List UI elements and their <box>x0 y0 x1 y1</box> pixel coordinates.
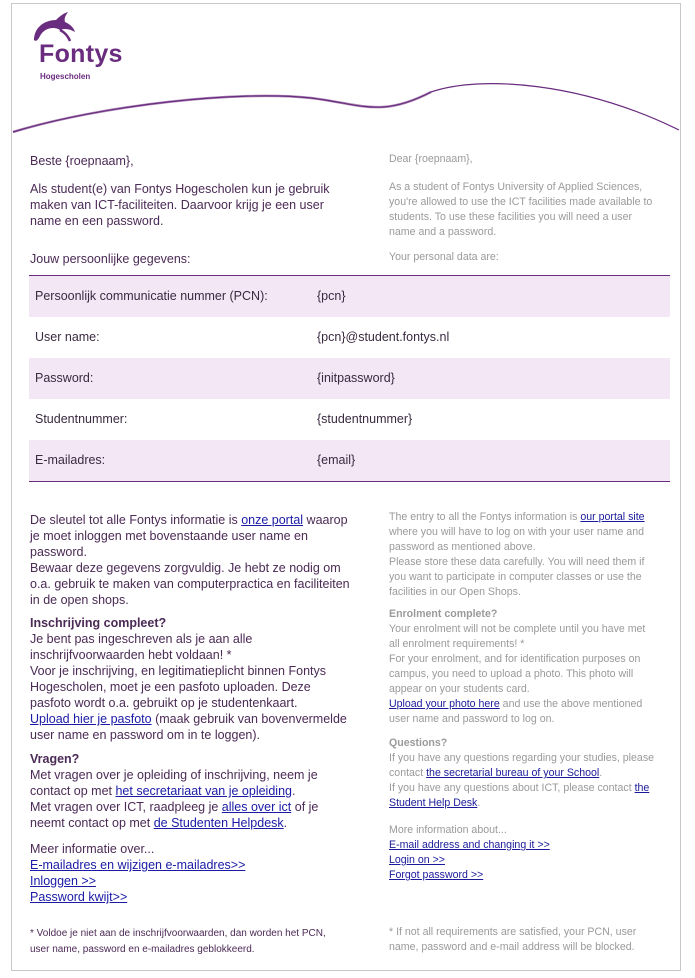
en-intro-line: name and a password. <box>389 226 497 238</box>
nl-portal-line: je moet inloggen met bovenstaande user name en <box>30 529 308 543</box>
en-footnote-line: * If not all requirements are satisfied, your PCN, user <box>389 926 637 938</box>
table-row <box>29 276 670 317</box>
nl-questions-text: . <box>283 816 288 830</box>
nl-questions-heading: Vragen? <box>30 752 80 766</box>
nl-questions-text: neemt contact op met <box>30 816 154 830</box>
portal-site-link[interactable]: our portal site <box>580 511 645 523</box>
upload-photo-link[interactable]: Upload hier je pasfoto <box>30 712 152 726</box>
en-portal-line: where you will have to log on with your user name and <box>389 526 644 538</box>
nl-questions-text: Met vragen over ICT, raadpleeg je <box>30 800 222 814</box>
nl-enrolment-text: (maak gebruik van bovenvermelde <box>151 712 347 726</box>
nl-enrolment-section <box>30 615 370 743</box>
nl-portal-line: Bewaar deze gegevens zorgvuldig. Je hebt ze nodig om <box>30 561 341 575</box>
en-questions-section <box>389 736 674 811</box>
en-portal-text: The entry to all the Fontys information is <box>389 511 581 523</box>
nl-enrolment-line: user name en password om in te loggen). <box>30 728 260 742</box>
en-enrolment-line: campus, you need to upload a photo. This photo will <box>389 668 634 680</box>
en-enrolment-line: For your enrolment, and for identification purposes on <box>389 653 641 665</box>
row-value: {pcn} <box>317 289 346 303</box>
header-swoosh <box>11 70 681 140</box>
row-label: Password: <box>35 371 94 385</box>
en-portal-section <box>389 510 674 600</box>
en-greeting: Dear {roepnaam}, <box>389 153 473 165</box>
nl-enrolment-line: Voor je inschrijving, en legitimatieplicht binnen Fontys <box>30 664 326 678</box>
nl-portal-line: password. <box>30 545 87 559</box>
nl-intro-line: name en een password. <box>30 214 164 228</box>
logo-wordmark: Fontys <box>39 40 123 68</box>
table-row <box>29 317 670 358</box>
nl-greeting: Beste {roepnaam}, <box>30 154 134 168</box>
login-link[interactable]: Login on >> <box>389 854 445 866</box>
nl-intro <box>30 181 329 229</box>
login-info-link[interactable]: Inloggen >> <box>30 874 97 888</box>
helpdesk-link[interactable]: de Studenten Helpdesk <box>153 816 284 830</box>
en-more-info-section <box>389 823 674 883</box>
en-portal-line: facilities in our Open Shops. <box>389 586 521 598</box>
en-portal-line: password as mentioned above. <box>389 541 536 553</box>
nl-portal-text: waarop <box>303 513 348 527</box>
en-questions-text: If you have any questions about ICT, please contact <box>389 782 635 794</box>
password-lost-link[interactable]: Password kwijt>> <box>30 890 128 904</box>
en-questions-line: If you have any questions regarding your studies, please <box>389 752 655 764</box>
secretarial-bureau-link[interactable]: the secretarial bureau of your School <box>426 767 600 779</box>
en-enrolment-heading: Enrolment complete? <box>389 608 498 620</box>
en-enrolment-line: user name and password to log on. <box>389 713 555 725</box>
en-enrolment-line: all enrolment requirements! * <box>389 638 525 650</box>
nl-questions-text: . <box>291 784 296 798</box>
nl-portal-line: in de open shops. <box>30 593 129 607</box>
forgot-password-link[interactable]: Forgot password >> <box>389 869 484 881</box>
nl-questions-text: of je <box>291 800 319 814</box>
nl-footnote <box>30 926 326 958</box>
nl-questions-section <box>30 751 370 831</box>
en-enrolment-line: Your enrolment will not be complete until you have met <box>389 623 646 635</box>
en-enrolment-line: appear on your students card. <box>389 683 530 695</box>
en-questions-text: . <box>477 797 481 809</box>
row-label: Studentnummer: <box>35 412 128 426</box>
row-label: Persoonlijk communicatie nummer (PCN): <box>35 289 268 303</box>
en-questions-heading: Questions? <box>389 737 448 749</box>
en-enrolment-section <box>389 607 674 727</box>
nl-intro-line: Als student(e) van Fontys Hogescholen kun je gebruik <box>30 182 330 196</box>
nl-more-info-heading: Meer informatie over... <box>30 842 155 856</box>
nl-enrolment-line: inschrijfvoorwaarden hebt voldaan! * <box>30 648 232 662</box>
table-row <box>29 358 670 399</box>
student-help-desk-link[interactable]: Student Help Desk <box>389 797 478 809</box>
en-more-info-heading: More information about... <box>389 824 507 836</box>
en-intro-line: As a student of Fontys University of Applied Sciences, <box>389 181 643 193</box>
portal-link[interactable]: onze portal <box>241 513 304 527</box>
en-footnote-line: name, password and e-mail address will be blocked. <box>389 941 635 953</box>
nl-portal-section <box>30 512 370 608</box>
nl-more-info-section <box>30 841 370 905</box>
en-portal-line: Please store these data carefully. You will need them if <box>389 556 645 568</box>
en-enrolment-text: and use the above mentioned <box>499 698 643 710</box>
table-row <box>29 399 670 440</box>
nl-footnote-line: * Voldoe je niet aan de inschrijfvoorwaarden, dan worden het PCN, <box>30 928 326 939</box>
nl-enrolment-line: Je bent pas ingeschreven als je aan alle <box>30 632 253 646</box>
en-questions-text: . <box>599 767 603 779</box>
ict-info-link[interactable]: alles over ict <box>221 800 292 814</box>
email-info-link[interactable]: E-mailadres en wijzigen e-mailadres>> <box>30 858 246 872</box>
row-value: {pcn}@student.fontys.nl <box>317 330 450 344</box>
email-address-link[interactable]: E-mail address and changing it >> <box>389 839 550 851</box>
en-footnote <box>389 925 674 955</box>
nl-enrolment-heading: Inschrijving compleet? <box>30 616 167 630</box>
nl-enrolment-line: pasfoto wordt o.a. gebruikt op je studentenkaart. <box>30 696 298 710</box>
nl-questions-text: contact op met <box>30 784 116 798</box>
logo-subtitle: Hogescholen <box>40 72 91 81</box>
en-questions-text: contact <box>389 767 427 779</box>
en-intro-line: students. To use these facilities you will need a user <box>389 211 633 223</box>
en-personal-data-heading: Your personal data are: <box>389 251 499 263</box>
en-intro <box>389 180 652 240</box>
student-help-desk-link[interactable]: the <box>634 782 650 794</box>
personal-data-table <box>29 275 670 482</box>
row-value: {initpassword} <box>317 371 395 385</box>
nl-intro-line: maken van ICT-faciliteiten. Daarvoor krijg je een user <box>30 198 324 212</box>
secretariat-link[interactable]: het secretariaat van je opleiding <box>115 784 292 798</box>
en-portal-line: you want to participate in computer classes or use the <box>389 571 642 583</box>
en-intro-line: you're allowed to use the ICT facilities made available to <box>389 196 653 208</box>
nl-portal-line: o.a. gebruik te maken van computerpractica en faciliteiten <box>30 577 350 591</box>
row-value: {studentnummer} <box>317 412 413 426</box>
nl-personal-data-heading: Jouw persoonlijke gegevens: <box>30 252 191 266</box>
nl-portal-text: De sleutel tot alle Fontys informatie is <box>30 513 242 527</box>
nl-questions-line: Met vragen over je opleiding of inschrijving, neem je <box>30 768 318 782</box>
row-label: E-mailadres: <box>35 453 106 467</box>
upload-photo-link-en[interactable]: Upload your photo here <box>389 698 500 710</box>
row-value: {email} <box>317 453 356 467</box>
table-row <box>29 440 670 481</box>
nl-enrolment-line: Hogescholen, moet je een pasfoto uploaden. Deze <box>30 680 311 694</box>
row-label: User name: <box>35 330 100 344</box>
nl-footnote-line: user name, password en e-mailadres geblokkeerd. <box>30 944 255 955</box>
